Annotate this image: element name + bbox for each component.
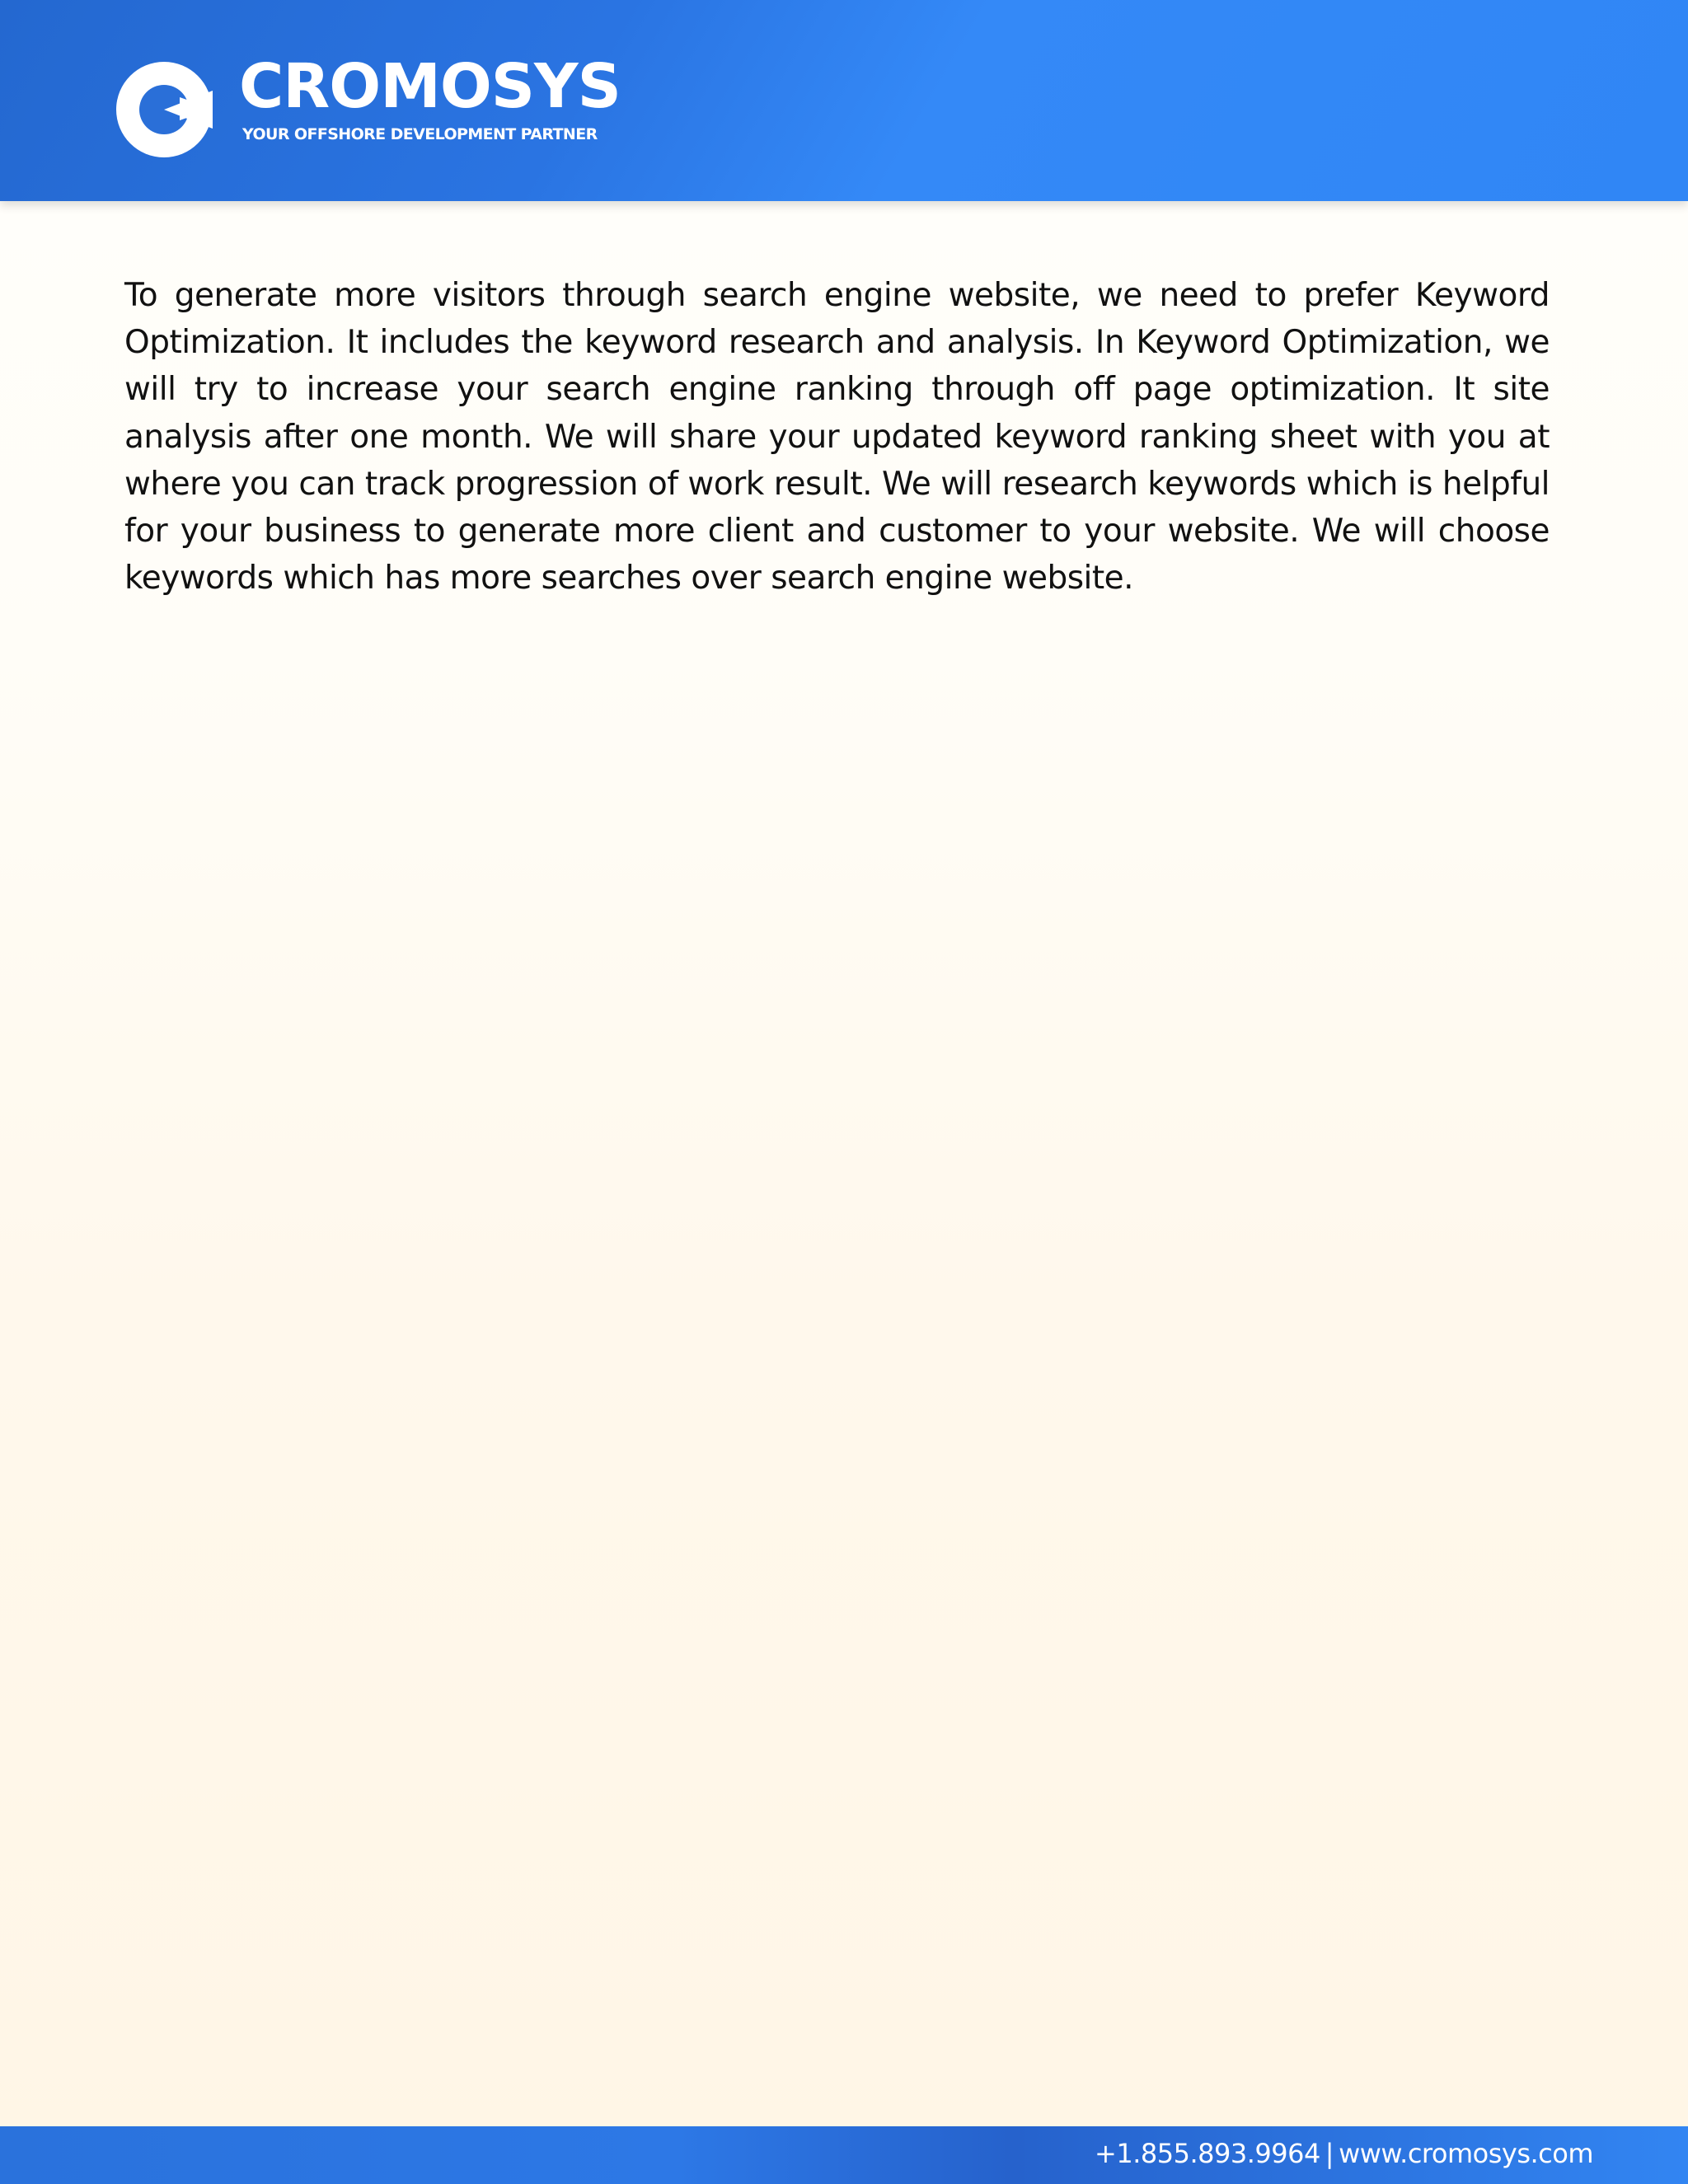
letterhead-header [0,0,1688,201]
phone-number: +1.855.893.9964 [1095,2138,1320,2169]
contact-info [1095,2138,1593,2169]
brand-tagline: YOUR OFFSHORE DEVELOPMENT PARTNER [242,125,598,143]
website-link[interactable]: www.cromosys.com [1339,2138,1593,2169]
body-paragraph: To generate more visitors through search engine website, we need to prefer Keyword Optimization. It includes the keyword research and analysis. In Keyword Optimization, we will try to increase your search engine ranking through off page optimization. It site analysis after one month. We will share your updated keyword ranking sheet with you at where you can track progression of work result. We will research keywords which is helpful for your business to generate more client and customer to your website. We will choose keywords which has more searches over search engine website. [124,277,1550,598]
cromosys-logo-icon [115,61,213,158]
brand-name: CROMOSYS [239,51,621,122]
document-body [124,272,1550,602]
letterhead-footer [0,2126,1688,2184]
contact-separator: | [1325,2138,1334,2169]
brand-logo [115,51,621,160]
